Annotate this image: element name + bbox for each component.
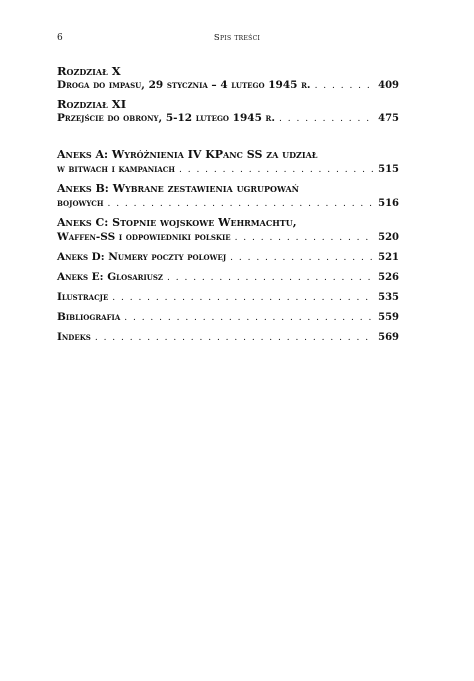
toc-line bbox=[57, 162, 399, 177]
page-ref: 559 bbox=[378, 312, 399, 323]
dot-leader bbox=[230, 251, 373, 265]
toc-annex-e bbox=[57, 270, 399, 285]
page-ref: 409 bbox=[378, 80, 399, 91]
page-ref: 515 bbox=[378, 164, 399, 175]
toc-annex-d bbox=[57, 250, 399, 265]
page-ref: 569 bbox=[378, 332, 399, 343]
chapter-title: Droga do impasu, 29 stycznia – 4 lutego 1945 r. bbox=[57, 79, 311, 91]
dot-leader bbox=[235, 231, 373, 245]
page-ref: 475 bbox=[378, 113, 399, 124]
dot-leader bbox=[179, 163, 373, 177]
annex-title-line2: w bitwach i kampaniach bbox=[57, 163, 175, 175]
page-ref: 520 bbox=[378, 232, 399, 243]
table-of-contents bbox=[57, 64, 399, 345]
page-ref: 526 bbox=[378, 272, 399, 283]
chapter-title: Przejście do obrony, 5-12 lutego 1945 r. bbox=[57, 112, 276, 124]
dot-leader bbox=[112, 291, 373, 305]
annex-title-line1: Aneks C: Stopnie wojskowe Wehrmachtu, bbox=[57, 216, 297, 229]
dot-leader bbox=[124, 311, 373, 325]
dot-leader bbox=[315, 79, 373, 93]
toc-line bbox=[57, 111, 399, 126]
toc-bibliografia bbox=[57, 310, 399, 325]
section-title: Bibliografia bbox=[57, 311, 121, 323]
page-ref: 521 bbox=[378, 252, 399, 263]
annex-title-line2: Waffen-SS i odpowiedniki polskie bbox=[57, 231, 231, 243]
page-ref: 516 bbox=[378, 198, 399, 209]
annex-title-line2: bojowych bbox=[57, 197, 104, 209]
section-title: Indeks bbox=[57, 331, 91, 343]
toc-ilustracje bbox=[57, 290, 399, 305]
page-header bbox=[0, 33, 474, 47]
annex-title-line1: Aneks B: Wybrane zestawienia ugrupowań bbox=[57, 182, 299, 195]
annex-title: Aneks D: Numery poczty polowej bbox=[57, 251, 227, 263]
toc-indeks bbox=[57, 330, 399, 345]
toc-line bbox=[57, 78, 399, 93]
toc-chapter-x bbox=[57, 64, 399, 93]
page-number: 6 bbox=[57, 33, 63, 43]
chapter-label: Rozdział XI bbox=[57, 97, 127, 111]
annex-title: Aneks E: Glosariusz bbox=[57, 271, 164, 283]
page-ref: 535 bbox=[378, 292, 399, 303]
section-title: Ilustracje bbox=[57, 291, 109, 303]
dot-leader bbox=[167, 271, 373, 285]
dot-leader bbox=[279, 112, 373, 126]
running-head: Spis treści bbox=[213, 33, 261, 43]
chapter-label: Rozdział X bbox=[57, 64, 121, 78]
toc-annex-b bbox=[57, 182, 399, 211]
dot-leader bbox=[95, 331, 373, 345]
toc-chapter-xi bbox=[57, 97, 399, 126]
toc-annex-a bbox=[57, 148, 399, 177]
toc-line bbox=[57, 196, 399, 211]
toc-line bbox=[57, 230, 399, 245]
annex-title-line1: Aneks A: Wyróżnienia IV KPanc SS za udział bbox=[57, 148, 318, 161]
toc-annex-c bbox=[57, 216, 399, 245]
dot-leader bbox=[107, 197, 373, 211]
